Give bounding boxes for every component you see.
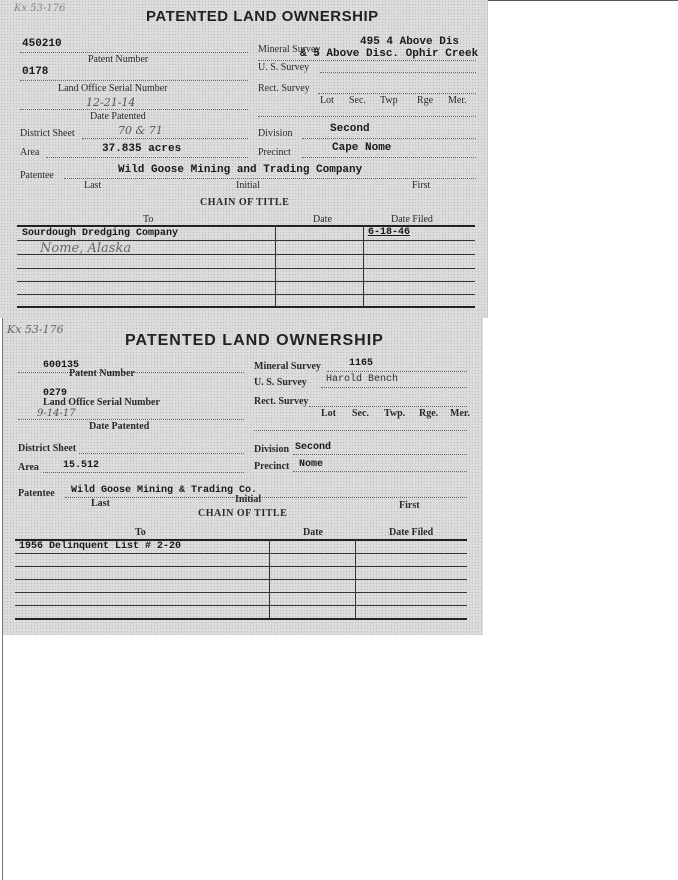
rule	[320, 72, 476, 73]
table-header-to: To	[135, 527, 146, 538]
us-survey-label: U. S. Survey	[254, 377, 307, 388]
date-patented-label: Date Patented	[89, 421, 150, 432]
rect-col-sec: Sec.	[352, 408, 369, 419]
district-sheet-label: District Sheet	[20, 128, 75, 139]
rule	[309, 406, 467, 407]
rect-col-rge: Rge.	[419, 408, 439, 419]
chain-title: CHAIN OF TITLE	[198, 508, 288, 519]
table-row-to: Sourdough Dredging Company	[22, 228, 179, 239]
mineral-survey-label: Mineral Survey	[254, 361, 321, 372]
division-value: Second	[330, 123, 370, 135]
rule	[82, 138, 248, 139]
table-row-rule	[15, 592, 467, 593]
rule	[64, 178, 476, 179]
table-bottom-rule	[17, 306, 475, 308]
name-col-initial: Initial	[235, 494, 262, 505]
rule	[318, 93, 476, 94]
rule	[254, 430, 467, 431]
rect-col-twp: Twp.	[384, 408, 406, 419]
table-header-date-filed: Date Filed	[391, 214, 433, 225]
serial-label: Land Office Serial Number	[43, 397, 160, 408]
card-title: PATENTED LAND OWNERSHIP	[146, 8, 379, 25]
table-row-to: 1956 Delinquent List # 2-20	[19, 541, 182, 552]
table-row-rule	[15, 553, 467, 554]
district-sheet-label: District Sheet	[18, 443, 77, 454]
rule	[18, 419, 244, 420]
mineral-survey-value: 1165	[349, 358, 374, 369]
name-col-last: Last	[91, 498, 110, 509]
rect-col-lot: Lot	[321, 408, 336, 419]
table-row-rule	[15, 605, 467, 606]
corner-note: Kx 53-176	[14, 3, 66, 14]
patent-number-label: Patent Number	[69, 368, 135, 379]
table-row-filed: 6-18-46	[368, 227, 411, 238]
us-survey-value: Harold Bench	[326, 374, 399, 385]
precinct-value: Nome	[299, 459, 324, 470]
rule	[302, 157, 476, 158]
ownership-card-1	[0, 0, 488, 318]
rule	[43, 472, 244, 473]
division-value: Second	[295, 442, 332, 453]
area-value: 15.512	[63, 460, 100, 471]
serial-value: 0178	[22, 66, 49, 78]
rect-survey-label: Rect. Survey	[258, 83, 310, 94]
rect-col-rge: Rge	[417, 95, 434, 106]
rect-col-sec: Sec.	[349, 95, 366, 106]
rect-survey-label: Rect. Survey	[254, 396, 309, 407]
patentee-label: Patentee	[20, 170, 54, 181]
rect-col-mer: Mer.	[448, 95, 467, 106]
date-patented-value: 9-14-17	[37, 408, 76, 419]
chain-title: CHAIN OF TITLE	[200, 197, 290, 208]
patentee-label: Patentee	[18, 488, 55, 499]
table-header-to: To	[143, 214, 154, 225]
patentee-value: Wild Goose Mining & Trading Co.	[71, 485, 258, 496]
table-header-date: Date	[303, 527, 323, 538]
table-bottom-rule	[15, 618, 467, 620]
name-col-initial: Initial	[236, 180, 260, 191]
division-label: Division	[258, 128, 293, 139]
rule	[46, 157, 248, 158]
mineral-survey-value-2: & 5 Above Disc. Ophir Creek	[300, 48, 479, 60]
mineral-survey-value-1: 495 4 Above Dis	[360, 36, 460, 48]
rule	[65, 497, 467, 498]
mineral-survey-label: Mineral Survey	[258, 44, 321, 55]
patentee-value: Wild Goose Mining and Trading Company	[118, 164, 363, 176]
serial-label: Land Office Serial Number	[58, 83, 168, 94]
rule	[20, 80, 248, 81]
name-col-first: First	[399, 500, 420, 511]
rule	[302, 138, 476, 139]
area-label: Area	[18, 462, 39, 473]
table-row-rule	[17, 268, 475, 269]
name-col-first: First	[412, 180, 431, 191]
rule	[327, 371, 467, 372]
rule	[293, 454, 467, 455]
date-patented-value: 12-21-14	[86, 96, 136, 109]
card-title: PATENTED LAND OWNERSHIP	[125, 332, 384, 349]
table-row-rule	[17, 294, 475, 295]
rect-col-lot: Lot	[320, 95, 334, 106]
table-header-date: Date	[313, 214, 332, 225]
name-col-last: Last	[84, 180, 102, 191]
table-row-rule	[15, 566, 467, 567]
rule	[258, 60, 476, 61]
rule	[20, 109, 248, 110]
table-row-rule	[17, 281, 475, 282]
district-sheet-value: 70 & 71	[118, 124, 163, 137]
serial-value: 0279	[43, 388, 68, 399]
division-label: Division	[254, 444, 290, 455]
rule	[258, 116, 476, 117]
precinct-value: Cape Nome	[332, 142, 392, 154]
precinct-label: Precinct	[258, 147, 291, 158]
table-row-rule	[15, 579, 467, 580]
area-value: 37.835 acres	[102, 143, 182, 155]
patent-number-value: 450210	[22, 38, 62, 50]
patent-number-label: Patent Number	[88, 54, 149, 65]
precinct-label: Precinct	[254, 461, 290, 472]
patent-number-value: 600135	[43, 360, 80, 371]
table-header-date-filed: Date Filed	[389, 527, 434, 538]
rule	[321, 387, 467, 388]
date-patented-label: Date Patented	[90, 111, 146, 122]
corner-note: Kx 53-176	[7, 323, 64, 336]
handwritten-location: Nome, Alaska	[40, 241, 132, 256]
rect-col-twp: Twp	[380, 95, 398, 106]
area-label: Area	[20, 147, 40, 158]
us-survey-label: U. S. Survey	[258, 62, 310, 73]
rect-col-mer: Mer.	[450, 408, 470, 419]
rule	[293, 471, 467, 472]
rule	[79, 453, 244, 454]
ownership-card-2	[3, 318, 483, 635]
rule	[20, 52, 248, 53]
